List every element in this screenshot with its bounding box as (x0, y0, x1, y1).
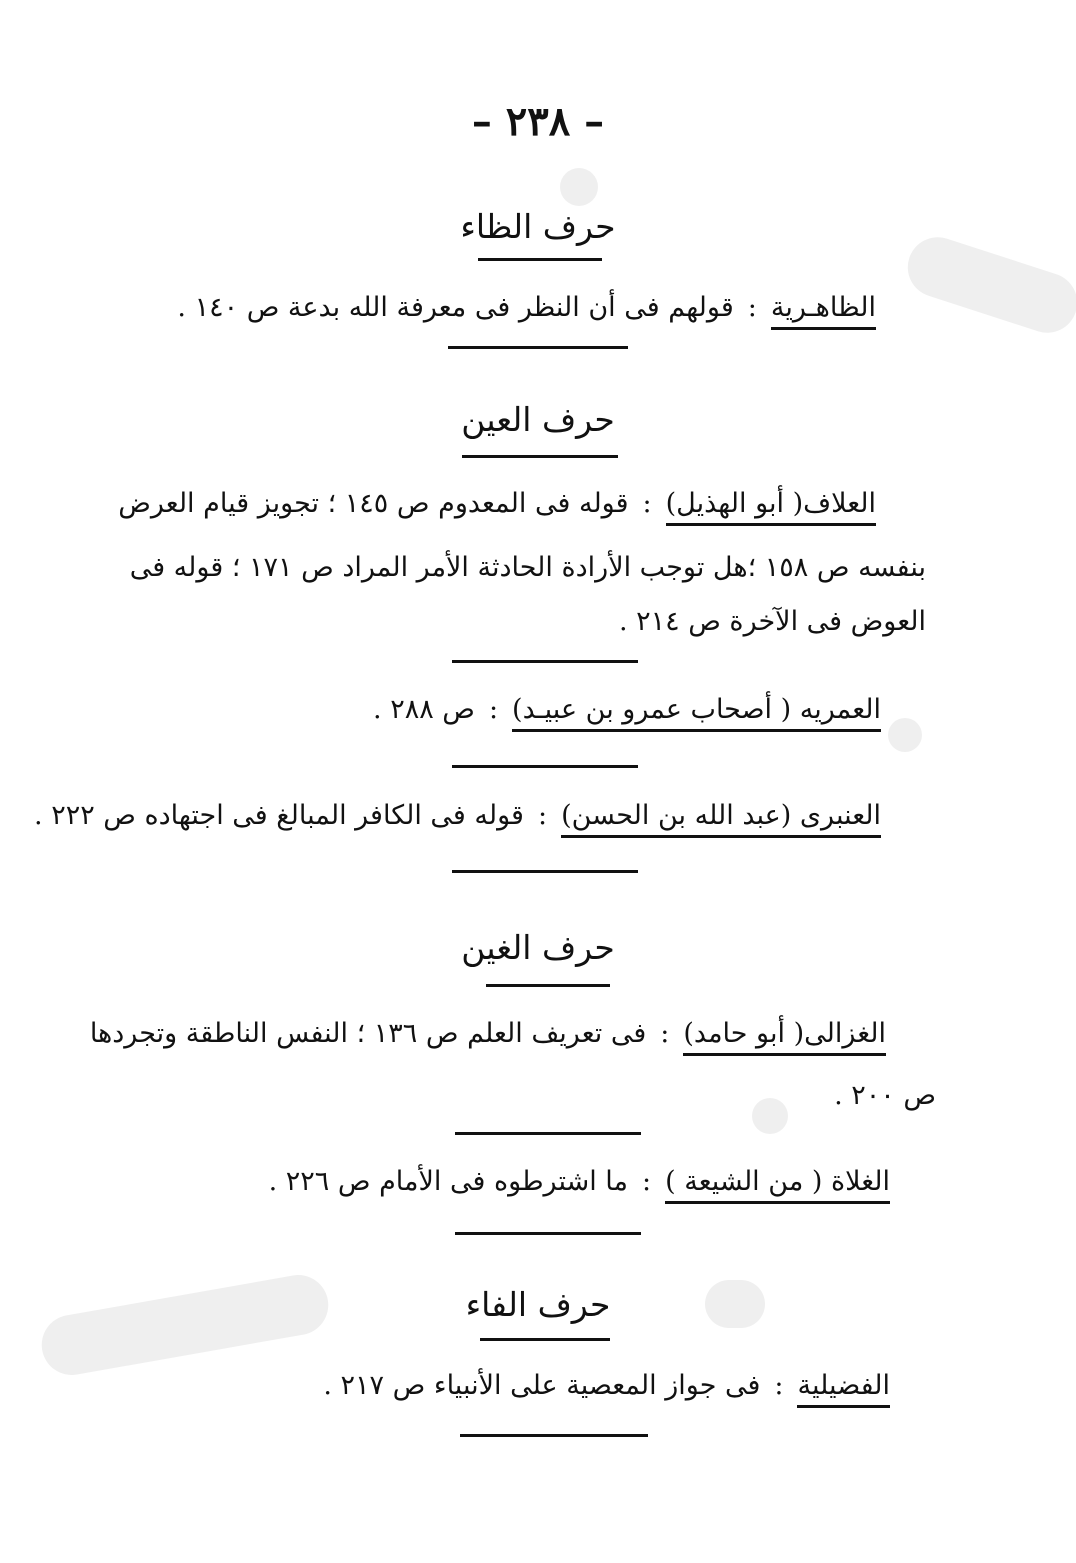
entry-separator (455, 1232, 641, 1235)
entry-text: ص ٢٨٨ . (373, 694, 475, 725)
entry-colon: : (488, 694, 499, 725)
section-heading-faa: حرف الفاء (465, 1285, 611, 1324)
entry-name: العمريه ( أصحاب عمرو بن عبيـد) (512, 694, 881, 732)
entry-name: الفضيلية (797, 1370, 890, 1408)
heading-underline (478, 258, 602, 261)
section-heading-ain: حرف العين (461, 400, 615, 439)
entry-name: الغزالى( أبو حامد) (683, 1018, 886, 1056)
scan-smudge (900, 229, 1076, 340)
entry-colon: : (660, 1018, 670, 1049)
entry-allaf-line3: العوض فى الآخرة ص ٢١٤ . (618, 606, 926, 637)
entry-name: العنبرى (عبد الله بن الحسن) (561, 800, 881, 838)
heading-underline (486, 984, 610, 987)
entry-anbari (34, 800, 881, 838)
entry-colon: : (642, 1166, 652, 1197)
phrase-underline (448, 346, 628, 349)
section-heading-zaa: حرف الظاء (460, 207, 616, 246)
entry-ghulat (269, 1166, 890, 1204)
entry-name: الغلاة ( من الشيعة ) (665, 1166, 890, 1204)
heading-underline (462, 455, 618, 458)
entry-colon: : (537, 800, 548, 831)
entry-amriya (373, 694, 881, 732)
entry-text: قوله فى المعدوم ص ١٤٥ ؛ تجويز قيام العرض (118, 488, 629, 519)
entry-colon: : (747, 292, 757, 323)
entry-colon: : (642, 488, 652, 519)
entry-name: الظاهـرية (771, 292, 876, 330)
entry-separator (460, 1434, 648, 1437)
entry-separator (452, 660, 638, 663)
entry-separator (452, 765, 638, 768)
entry-text: ما اشترطوه فى الأمام ص ٢٢٦ . (268, 1166, 628, 1197)
section-heading-ghain: حرف الغين (461, 928, 615, 967)
entry-ghazali-line2: ص ٢٠٠ . (834, 1080, 936, 1111)
entry-separator (455, 1132, 641, 1135)
heading-underline (480, 1338, 610, 1341)
entry-ghazali-line1 (90, 1018, 886, 1056)
entry-colon: : (774, 1370, 784, 1401)
entry-text: فى تعريف العلم ص ١٣٦ ؛ النفس الناطقة وتجردها (89, 1018, 647, 1049)
entry-allaf-line1 (118, 488, 876, 526)
entry-allaf-line2: بنفسه ص ١٥٨ ؛هل توجب الأرادة الحادثة الأمر المراد ص ١٧١ ؛ قوله فى (129, 552, 926, 583)
entry-zahiriya (177, 292, 876, 330)
entry-text: فى جواز المعصية على الأنبياء ص ٢١٧ . (323, 1370, 761, 1401)
entry-separator (452, 870, 638, 873)
scan-smudge (888, 718, 922, 752)
entry-text: قوله فى الكافر المبالغ فى اجتهاده ص ٢٢٢ . (34, 800, 524, 831)
entry-fudayliya (323, 1370, 890, 1408)
entry-name: العلاف( أبو الهذيل) (666, 488, 876, 526)
entry-text: قولهم فى أن النظر فى معرفة الله بدعة ص ١٤٠ . (177, 292, 734, 323)
scan-smudge (752, 1098, 788, 1134)
page-number: – ٢٣٨ – (471, 98, 605, 145)
scan-smudge (560, 168, 598, 206)
